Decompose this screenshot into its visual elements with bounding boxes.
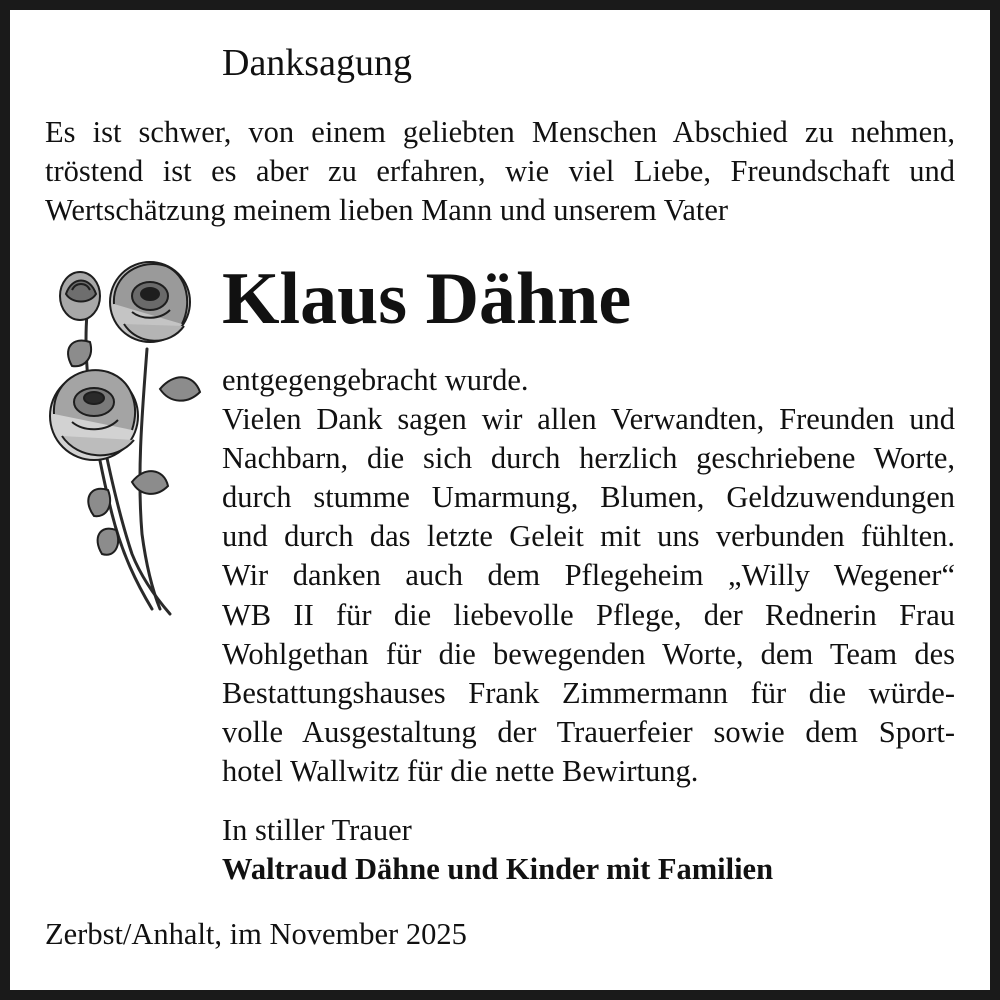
body-line: Nachbarn, die sich durch herzlich geschriebene Worte, (222, 441, 955, 476)
notice-heading: Danksagung (222, 42, 412, 84)
body-line: WB II für die liebevolle Pflege, der Rednerin Frau (222, 597, 955, 632)
intro-paragraph (45, 113, 955, 230)
body-line: und durch das letzte Geleit mit uns verbunden fühlten. (222, 519, 955, 554)
body-line: Vielen Dank sagen wir allen Verwandten, Freunden und (222, 402, 955, 437)
body-line: Wir danken auch dem Pflegeheim „Willy Wegener“ (222, 558, 955, 593)
body-line: entgegengebracht wurde. (222, 363, 529, 397)
thanks-paragraph (222, 361, 955, 791)
intro-line: Es ist schwer, von einem geliebten Menschen Abschied zu nehmen, (45, 115, 955, 149)
body-line: volle Ausgestaltung der Trauerfeier sowie dem Sport- (222, 714, 955, 749)
deceased-name: Klaus Dähne (222, 258, 632, 340)
intro-line: tröstend ist es aber zu erfahren, wie viel Liebe, Freundschaft und (45, 154, 955, 188)
body-line: Wohlgethan für die bewegenden Worte, dem Team des (222, 636, 955, 671)
body-line: durch stumme Umarmung, Blumen, Geldzuwendungen (222, 480, 955, 515)
intro-line: Wertschätzung meinem lieben Mann und unserem Vater (45, 193, 729, 227)
roses-icon (42, 254, 202, 619)
mourners-signature: Waltraud Dähne und Kinder mit Familien (222, 852, 774, 886)
place-and-date: Zerbst/Anhalt, im November 2025 (45, 917, 467, 951)
closing-phrase: In stiller Trauer (222, 813, 412, 847)
body-line: hotel Wallwitz für die nette Bewirtung. (222, 753, 699, 788)
body-line: Bestattungshauses Frank Zimmermann für die würde- (222, 675, 955, 710)
